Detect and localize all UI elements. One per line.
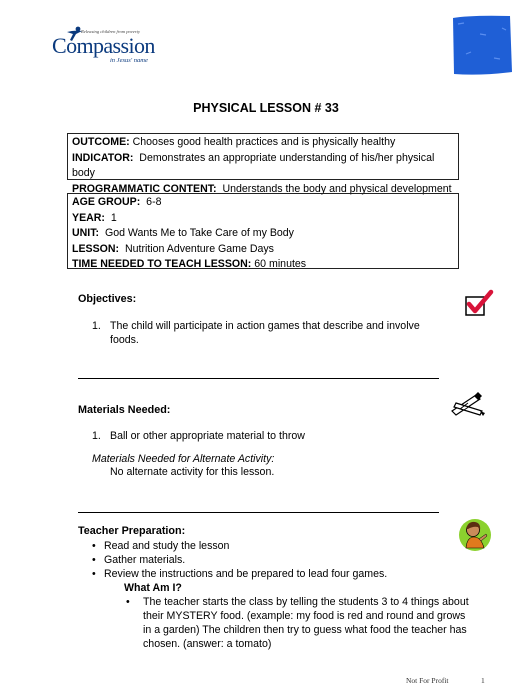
section-divider [78,378,439,379]
what-am-i-heading: What Am I? [124,582,182,594]
time-label: TIME NEEDED TO TEACH LESSON: [72,258,252,270]
logo-wordmark: Compassion [52,33,155,58]
material-text: Ball or other appropriate material to throw [110,430,305,442]
objective-line-1: The child will participate in action games that describe and involve [110,320,420,332]
outcome-row [72,135,454,151]
material-item [92,429,452,443]
bullet-glyph: • [126,596,130,608]
outcome-label: OUTCOME: [72,136,130,148]
list-item: • Gather materials. [82,553,482,567]
pencil-crayon-icon [450,391,486,417]
blue-corner-graphic [450,14,514,76]
time-value: 60 minutes [254,258,307,270]
list-item: • Read and study the lesson [82,539,482,553]
lesson-info-box [67,193,459,269]
indicator-row [72,151,454,182]
year-value: 1 [110,211,117,224]
alternate-materials-heading: Materials Needed for Alternate Activity: [92,453,275,465]
unit-label: UNIT: [72,227,100,239]
age-label: AGE GROUP: [72,196,141,208]
age-row [72,195,454,211]
preparation-list [82,539,482,651]
what-am-i-description [82,595,482,651]
alternate-materials-text: No alternate activity for this lesson. [110,466,275,478]
lesson-label: LESSON: [72,242,120,255]
description-line: The teacher starts the class by telling the students 3 to 4 things about [143,596,469,608]
lesson-value: Nutrition Adventure Game Days [124,242,274,255]
checkbox-check-icon [464,289,494,319]
indicator-value: Demonstrates an appropriate understanding of his/her physical body [72,151,435,179]
page-title: PHYSICAL LESSON # 33 [193,101,339,115]
outcome-box [67,133,459,195]
age-value: 6-8 [146,196,162,208]
section-divider [78,512,439,513]
list-item: • Review the instructions and be prepared to lead four games. [82,567,482,581]
content-value: Understands the body and physical development [222,182,452,195]
page-number: 1 [481,676,485,685]
teacher-preparation-heading: Teacher Preparation: [78,525,186,537]
unit-row [72,226,454,242]
objective-number: 1. [92,320,101,332]
unit-value: God Wants Me to Take Care of my Body [104,227,294,239]
logo-tagline: Releasing children from poverty [81,29,140,34]
description-line: in a garden) The children then try to guess what food the teacher has [143,624,467,636]
description-line: their MYSTERY food. (example: my food is red and round and grows [143,610,466,622]
description-line: chosen. (answer: a tomato) [143,638,272,650]
compassion-logo [52,26,172,70]
year-row [72,211,454,227]
material-number: 1. [92,430,101,442]
objective-item [92,319,452,347]
content-label: PROGRAMMATIC CONTENT: [72,182,217,195]
lesson-row [72,242,454,258]
objectives-heading: Objectives: [78,293,137,305]
logo-subtitle: in Jesus' name [110,57,148,64]
year-label: YEAR: [72,211,105,224]
time-row [72,257,454,273]
indicator-label: INDICATOR: [72,151,134,164]
materials-heading: Materials Needed: [78,404,171,416]
outcome-value: Chooses good health practices and is physically healthy [132,136,396,148]
footer-not-for-profit: Not For Profit [406,676,449,685]
objective-line-2: foods. [110,334,139,346]
